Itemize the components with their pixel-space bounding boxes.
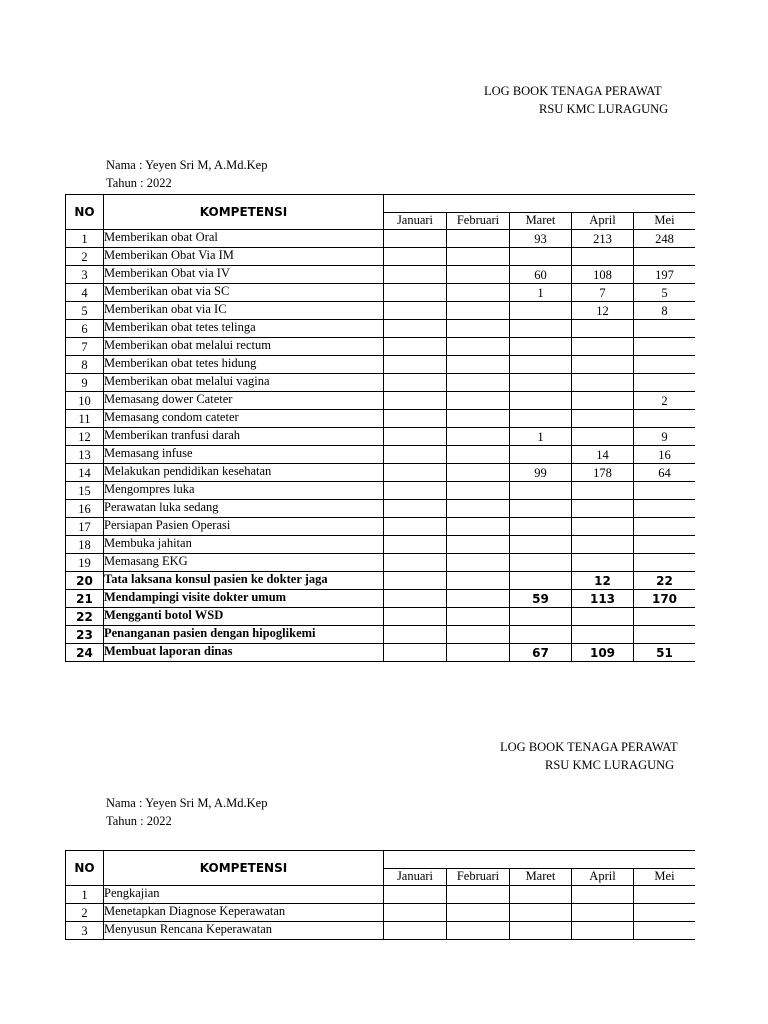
value-cell-februari — [447, 320, 510, 338]
value-cell-april — [572, 392, 634, 410]
table-row — [66, 922, 696, 940]
header-month-april: April — [572, 868, 634, 886]
value-cell-mei: 51 — [634, 644, 696, 662]
value-cell-februari — [447, 608, 510, 626]
value-cell-januari — [384, 374, 447, 392]
value-cell-februari — [447, 464, 510, 482]
header-kompetensi: KOMPETENSI — [104, 851, 384, 886]
header-no: NO — [66, 195, 104, 230]
kompetensi-cell: Mendampingi visite dokter umum — [104, 590, 384, 608]
value-cell-mei — [634, 626, 696, 644]
value-cell-maret — [510, 248, 572, 266]
kompetensi-cell: Memasang condom cateter — [104, 410, 384, 428]
value-cell-april — [572, 482, 634, 500]
logbook-table-1 — [65, 194, 696, 662]
value-cell-april — [572, 338, 634, 356]
kompetensi-cell: Memasang infuse — [104, 446, 384, 464]
value-cell-januari — [384, 922, 447, 940]
row-number: 3 — [66, 922, 104, 940]
value-cell-februari — [447, 500, 510, 518]
table-row — [66, 410, 696, 428]
value-cell-mei — [634, 536, 696, 554]
table-row — [66, 904, 696, 922]
value-cell-april — [572, 536, 634, 554]
value-cell-april: 178 — [572, 464, 634, 482]
value-cell-mei — [634, 248, 696, 266]
nama-label-2: Nama : Yeyen Sri M, A.Md.Kep — [106, 796, 268, 810]
value-cell-maret: 67 — [510, 644, 572, 662]
value-cell-mei: 8 — [634, 302, 696, 320]
kompetensi-cell: Memberikan obat tetes hidung — [104, 356, 384, 374]
page-crop-edge — [695, 0, 768, 1024]
table-row — [66, 320, 696, 338]
kompetensi-cell: Memberikan obat Oral — [104, 230, 384, 248]
logbook-title-1: LOG BOOK TENAGA PERAWAT — [484, 84, 662, 98]
value-cell-januari — [384, 392, 447, 410]
table-row — [66, 446, 696, 464]
value-cell-januari — [384, 644, 447, 662]
nama-label-1: Nama : Yeyen Sri M, A.Md.Kep — [106, 158, 268, 172]
value-cell-mei — [634, 922, 696, 940]
value-cell-april — [572, 428, 634, 446]
table-row — [66, 590, 696, 608]
table-row — [66, 536, 696, 554]
value-cell-april — [572, 554, 634, 572]
value-cell-februari — [447, 518, 510, 536]
value-cell-januari — [384, 230, 447, 248]
value-cell-mei: 5 — [634, 284, 696, 302]
kompetensi-cell: Penanganan pasien dengan hipoglikemi — [104, 626, 384, 644]
value-cell-april: 113 — [572, 590, 634, 608]
value-cell-april — [572, 410, 634, 428]
value-cell-april: 213 — [572, 230, 634, 248]
header-month-maret: Maret — [510, 212, 572, 230]
kompetensi-cell: Memberikan Obat Via IM — [104, 248, 384, 266]
value-cell-januari — [384, 266, 447, 284]
value-cell-februari — [447, 572, 510, 590]
value-cell-mei — [634, 482, 696, 500]
kompetensi-cell: Persiapan Pasien Operasi — [104, 518, 384, 536]
value-cell-mei: 64 — [634, 464, 696, 482]
value-cell-februari — [447, 248, 510, 266]
header-no: NO — [66, 851, 104, 886]
kompetensi-cell: Membuat laporan dinas — [104, 644, 384, 662]
value-cell-maret: 99 — [510, 464, 572, 482]
kompetensi-cell: Memasang dower Cateter — [104, 392, 384, 410]
kompetensi-cell: Melakukan pendidikan kesehatan — [104, 464, 384, 482]
row-number: 7 — [66, 338, 104, 356]
table-row — [66, 572, 696, 590]
value-cell-april — [572, 320, 634, 338]
value-cell-januari — [384, 886, 447, 904]
kompetensi-cell: Membuka jahitan — [104, 536, 384, 554]
row-number: 19 — [66, 554, 104, 572]
value-cell-maret — [510, 320, 572, 338]
value-cell-april — [572, 886, 634, 904]
header-month-januari: Januari — [384, 212, 447, 230]
value-cell-mei: 22 — [634, 572, 696, 590]
kompetensi-cell: Memasang EKG — [104, 554, 384, 572]
row-number: 21 — [66, 590, 104, 608]
value-cell-januari — [384, 518, 447, 536]
table-row — [66, 284, 696, 302]
row-number: 14 — [66, 464, 104, 482]
table-row — [66, 886, 696, 904]
row-number: 15 — [66, 482, 104, 500]
value-cell-februari — [447, 356, 510, 374]
value-cell-april — [572, 626, 634, 644]
value-cell-februari — [447, 446, 510, 464]
value-cell-april — [572, 922, 634, 940]
kompetensi-cell: Tata laksana konsul pasien ke dokter jaga — [104, 572, 384, 590]
header-month-maret: Maret — [510, 868, 572, 886]
value-cell-maret: 59 — [510, 590, 572, 608]
value-cell-maret: 1 — [510, 428, 572, 446]
value-cell-mei: 2 — [634, 392, 696, 410]
value-cell-maret — [510, 904, 572, 922]
value-cell-februari — [447, 374, 510, 392]
header-month-mei: Mei — [634, 212, 696, 230]
logbook-title-2: LOG BOOK TENAGA PERAWAT — [500, 740, 678, 754]
row-number: 12 — [66, 428, 104, 446]
value-cell-mei — [634, 886, 696, 904]
table-row — [66, 428, 696, 446]
table-row — [66, 392, 696, 410]
value-cell-januari — [384, 338, 447, 356]
logbook-table-2 — [65, 850, 696, 940]
value-cell-maret — [510, 500, 572, 518]
value-cell-maret: 93 — [510, 230, 572, 248]
value-cell-april — [572, 904, 634, 922]
table-row — [66, 626, 696, 644]
value-cell-februari — [447, 338, 510, 356]
row-number: 1 — [66, 230, 104, 248]
value-cell-februari — [447, 626, 510, 644]
value-cell-januari — [384, 284, 447, 302]
value-cell-april: 12 — [572, 302, 634, 320]
value-cell-februari — [447, 922, 510, 940]
kompetensi-cell: Memberikan obat via SC — [104, 284, 384, 302]
value-cell-mei — [634, 320, 696, 338]
value-cell-februari — [447, 428, 510, 446]
value-cell-maret — [510, 302, 572, 320]
table-row — [66, 608, 696, 626]
header-month-februari: Februari — [447, 868, 510, 886]
kompetensi-cell: Menetapkan Diagnose Keperawatan — [104, 904, 384, 922]
hospital-name-1: RSU KMC LURAGUNG — [539, 102, 669, 116]
value-cell-januari — [384, 482, 447, 500]
tahun-label-1: Tahun : 2022 — [106, 176, 172, 190]
value-cell-mei — [634, 554, 696, 572]
row-number: 2 — [66, 248, 104, 266]
value-cell-mei: 170 — [634, 590, 696, 608]
row-number: 16 — [66, 500, 104, 518]
hospital-name-2: RSU KMC LURAGUNG — [545, 758, 675, 772]
tahun-label-2: Tahun : 2022 — [106, 814, 172, 828]
value-cell-maret — [510, 608, 572, 626]
value-cell-april — [572, 500, 634, 518]
value-cell-maret — [510, 518, 572, 536]
header-month-april: April — [572, 212, 634, 230]
value-cell-januari — [384, 428, 447, 446]
kompetensi-cell: Menyusun Rencana Keperawatan — [104, 922, 384, 940]
header-month-group — [384, 851, 696, 869]
table-row — [66, 302, 696, 320]
value-cell-mei — [634, 338, 696, 356]
value-cell-april — [572, 518, 634, 536]
value-cell-februari — [447, 904, 510, 922]
value-cell-mei — [634, 374, 696, 392]
kompetensi-cell: Memberikan obat melalui vagina — [104, 374, 384, 392]
value-cell-januari — [384, 572, 447, 590]
value-cell-februari — [447, 886, 510, 904]
value-cell-mei: 248 — [634, 230, 696, 248]
value-cell-januari — [384, 302, 447, 320]
value-cell-mei — [634, 608, 696, 626]
value-cell-maret — [510, 554, 572, 572]
row-number: 3 — [66, 266, 104, 284]
row-number: 13 — [66, 446, 104, 464]
table-row — [66, 500, 696, 518]
row-number: 10 — [66, 392, 104, 410]
value-cell-mei — [634, 518, 696, 536]
value-cell-mei — [634, 356, 696, 374]
value-cell-februari — [447, 230, 510, 248]
header-month-februari: Februari — [447, 212, 510, 230]
row-number: 24 — [66, 644, 104, 662]
kompetensi-cell: Memberikan tranfusi darah — [104, 428, 384, 446]
value-cell-maret — [510, 572, 572, 590]
value-cell-januari — [384, 536, 447, 554]
value-cell-april: 14 — [572, 446, 634, 464]
row-number: 2 — [66, 904, 104, 922]
value-cell-februari — [447, 266, 510, 284]
value-cell-april — [572, 248, 634, 266]
table-row — [66, 266, 696, 284]
header-month-group — [384, 195, 696, 213]
header-month-januari: Januari — [384, 868, 447, 886]
value-cell-februari — [447, 554, 510, 572]
value-cell-mei — [634, 410, 696, 428]
value-cell-mei — [634, 500, 696, 518]
value-cell-april: 12 — [572, 572, 634, 590]
row-number: 23 — [66, 626, 104, 644]
value-cell-januari — [384, 446, 447, 464]
value-cell-maret — [510, 922, 572, 940]
value-cell-april: 108 — [572, 266, 634, 284]
value-cell-januari — [384, 464, 447, 482]
value-cell-maret — [510, 482, 572, 500]
row-number: 5 — [66, 302, 104, 320]
kompetensi-cell: Memberikan Obat via IV — [104, 266, 384, 284]
kompetensi-cell: Memberikan obat tetes telinga — [104, 320, 384, 338]
kompetensi-cell: Perawatan luka sedang — [104, 500, 384, 518]
value-cell-maret — [510, 536, 572, 554]
table-row — [66, 644, 696, 662]
value-cell-februari — [447, 536, 510, 554]
value-cell-januari — [384, 626, 447, 644]
row-number: 9 — [66, 374, 104, 392]
kompetensi-cell: Memberikan obat via IC — [104, 302, 384, 320]
table-row — [66, 338, 696, 356]
value-cell-februari — [447, 644, 510, 662]
row-number: 6 — [66, 320, 104, 338]
value-cell-april — [572, 608, 634, 626]
value-cell-februari — [447, 590, 510, 608]
value-cell-maret — [510, 446, 572, 464]
value-cell-januari — [384, 410, 447, 428]
value-cell-april — [572, 374, 634, 392]
row-number: 20 — [66, 572, 104, 590]
value-cell-maret — [510, 338, 572, 356]
value-cell-januari — [384, 248, 447, 266]
table-row — [66, 356, 696, 374]
header-month-mei: Mei — [634, 868, 696, 886]
value-cell-mei: 197 — [634, 266, 696, 284]
value-cell-februari — [447, 410, 510, 428]
row-number: 22 — [66, 608, 104, 626]
value-cell-maret — [510, 886, 572, 904]
value-cell-januari — [384, 356, 447, 374]
value-cell-maret — [510, 626, 572, 644]
value-cell-maret — [510, 374, 572, 392]
value-cell-februari — [447, 284, 510, 302]
kompetensi-cell: Mengompres luka — [104, 482, 384, 500]
value-cell-maret — [510, 356, 572, 374]
kompetensi-cell: Mengganti botol WSD — [104, 608, 384, 626]
row-number: 11 — [66, 410, 104, 428]
kompetensi-cell: Pengkajian — [104, 886, 384, 904]
value-cell-april: 109 — [572, 644, 634, 662]
value-cell-januari — [384, 608, 447, 626]
value-cell-april — [572, 356, 634, 374]
value-cell-maret: 1 — [510, 284, 572, 302]
value-cell-mei: 9 — [634, 428, 696, 446]
row-number: 17 — [66, 518, 104, 536]
value-cell-januari — [384, 554, 447, 572]
table-row — [66, 464, 696, 482]
table-row — [66, 248, 696, 266]
value-cell-mei — [634, 904, 696, 922]
value-cell-februari — [447, 302, 510, 320]
row-number: 1 — [66, 886, 104, 904]
value-cell-maret — [510, 410, 572, 428]
row-number: 4 — [66, 284, 104, 302]
value-cell-januari — [384, 320, 447, 338]
value-cell-januari — [384, 590, 447, 608]
row-number: 18 — [66, 536, 104, 554]
value-cell-mei: 16 — [634, 446, 696, 464]
value-cell-januari — [384, 500, 447, 518]
value-cell-maret — [510, 392, 572, 410]
value-cell-april: 7 — [572, 284, 634, 302]
value-cell-februari — [447, 392, 510, 410]
value-cell-februari — [447, 482, 510, 500]
table-row — [66, 554, 696, 572]
table-row — [66, 518, 696, 536]
table-row — [66, 482, 696, 500]
header-kompetensi: KOMPETENSI — [104, 195, 384, 230]
value-cell-januari — [384, 904, 447, 922]
table-row — [66, 230, 696, 248]
table-row — [66, 374, 696, 392]
kompetensi-cell: Memberikan obat melalui rectum — [104, 338, 384, 356]
value-cell-maret: 60 — [510, 266, 572, 284]
row-number: 8 — [66, 356, 104, 374]
